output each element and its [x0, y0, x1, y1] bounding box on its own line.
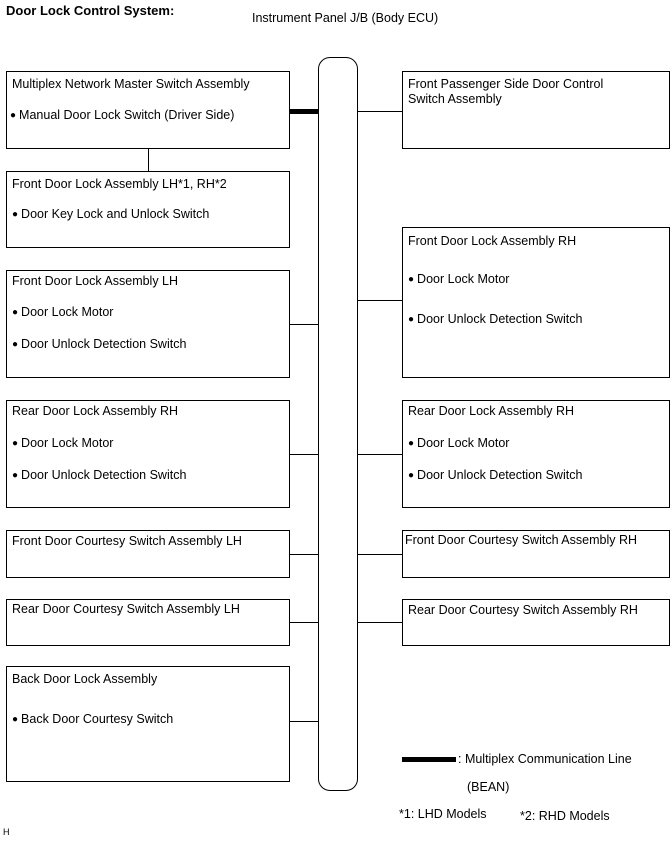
box-title: Front Door Lock Assembly LH	[12, 274, 179, 288]
box-item: ● Door Lock Motor	[408, 272, 509, 288]
back-door-lock-box	[6, 666, 290, 782]
box-title: Front Passenger Side Door Control	[408, 77, 604, 91]
box-title: Multiplex Network Master Switch Assembly	[12, 77, 250, 91]
box-item: ● Door Lock Motor	[408, 436, 509, 452]
rear-door-lock-rh-box	[402, 400, 670, 508]
box-item: ● Manual Door Lock Switch (Driver Side)	[10, 108, 234, 124]
connector-line	[357, 622, 402, 623]
ecu-label: Instrument Panel J/B (Body ECU)	[252, 11, 439, 25]
connector-line	[357, 111, 402, 112]
connector-line	[289, 454, 318, 455]
box-item: ● Door Unlock Detection Switch	[12, 468, 186, 484]
multiplex-master-switch-box	[6, 71, 290, 149]
rear-door-lock-rh-left-box	[6, 400, 290, 508]
corner-mark: H	[3, 827, 10, 837]
diagram-title: Door Lock Control System:	[6, 3, 175, 18]
front-door-courtesy-rh-box	[402, 530, 670, 578]
legend-label: : Multiplex Communication Line	[458, 752, 632, 766]
connector-line	[357, 554, 402, 555]
legend-label-bean: (BEAN)	[467, 780, 510, 794]
box-title: Rear Door Courtesy Switch Assembly RH	[408, 603, 638, 617]
rear-door-courtesy-lh-box	[6, 599, 290, 646]
connector-line	[289, 622, 318, 623]
box-title: Front Door Courtesy Switch Assembly RH	[405, 533, 638, 547]
front-door-lock-rh-box	[402, 227, 670, 378]
front-door-lock-lh-rh-box	[6, 171, 290, 248]
body-ecu-bus	[318, 57, 358, 791]
footnote-1: *1: LHD Models	[399, 807, 487, 821]
connector-line	[289, 554, 318, 555]
front-passenger-door-control-box	[402, 71, 670, 149]
box-title: Front Door Lock Assembly RH	[408, 234, 577, 248]
bean-line-legend-swatch	[402, 757, 456, 762]
footnote-2: *2: RHD Models	[520, 809, 610, 823]
connector-line	[357, 300, 402, 301]
box-item: ● Door Lock Motor	[12, 436, 113, 452]
box-title: Rear Door Courtesy Switch Assembly LH	[12, 602, 240, 616]
box-item: ● Back Door Courtesy Switch	[12, 712, 173, 728]
box-title: Rear Door Lock Assembly RH	[12, 404, 179, 418]
connector-line	[357, 454, 402, 455]
box-item: ● Door Unlock Detection Switch	[12, 337, 186, 353]
connector-line	[289, 324, 318, 325]
box-title: Front Door Lock Assembly LH*1, RH*2	[12, 177, 227, 191]
box-item: ● Door Unlock Detection Switch	[408, 468, 582, 484]
box-item: ● Door Key Lock and Unlock Switch	[12, 207, 209, 223]
front-door-lock-lh-box	[6, 270, 290, 378]
front-door-courtesy-lh-box	[6, 530, 290, 578]
box-item: ● Door Lock Motor	[12, 305, 113, 321]
box-title: Front Door Courtesy Switch Assembly LH	[12, 534, 242, 548]
box-title: Rear Door Lock Assembly RH	[408, 404, 575, 418]
connector-line	[289, 721, 318, 722]
rear-door-courtesy-rh-box	[402, 599, 670, 646]
bean-connector	[289, 109, 318, 114]
box-title: Back Door Lock Assembly	[12, 672, 158, 686]
box-title-line2: Switch Assembly	[408, 92, 502, 106]
box-item: ● Door Unlock Detection Switch	[408, 312, 582, 328]
connector-line	[148, 148, 149, 171]
